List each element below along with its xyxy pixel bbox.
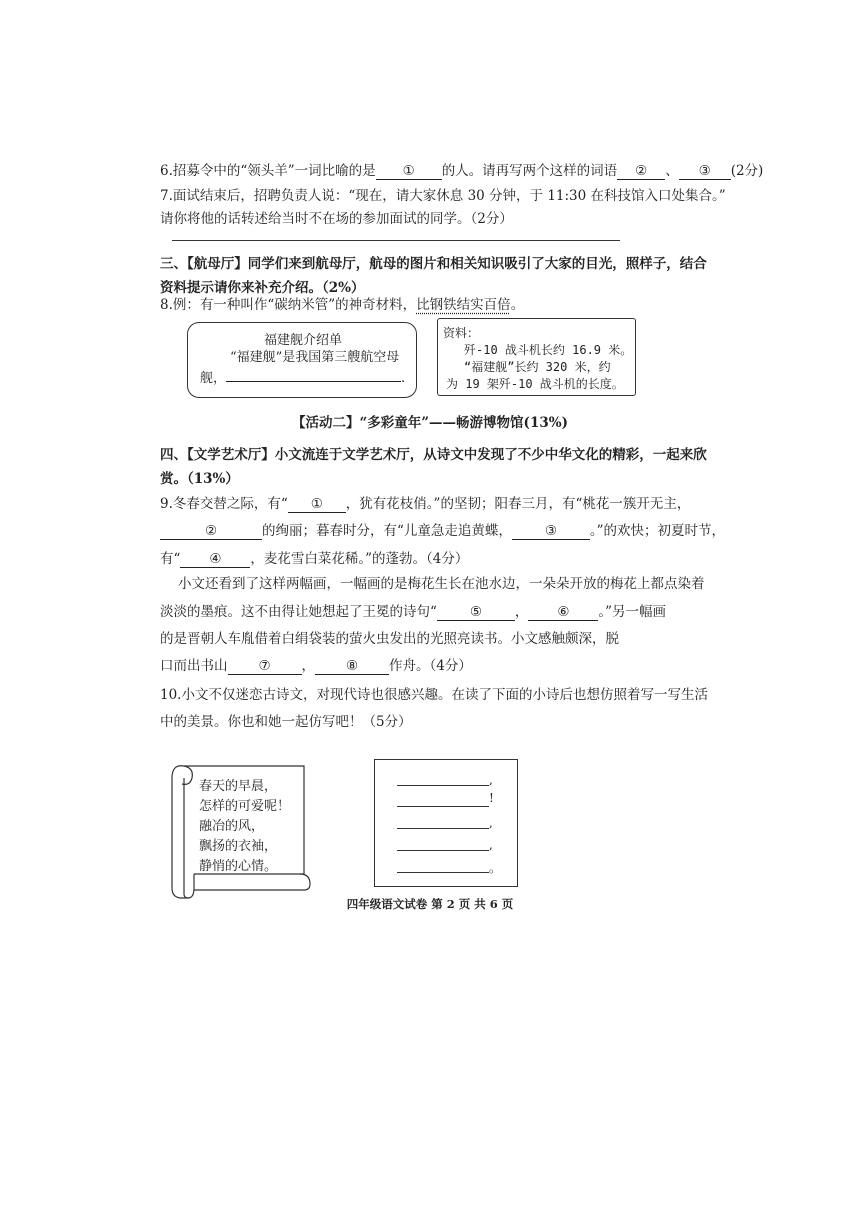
answer-line-7[interactable]: [172, 240, 620, 241]
info-line3: 为 19 架歼-10 战斗机的长度。: [446, 377, 624, 391]
poem-line-3: 融冶的风，: [199, 819, 265, 834]
question-6: 6.招募令中的“领头羊”一词比喻的是 ① 的人。请再写两个这样的词语 ② 、 ③ (2分): [160, 163, 764, 179]
blank-9-7[interactable]: ⑦: [228, 659, 302, 675]
question-10-line1: 10.小文不仅迷恋古诗文，对现代诗也很感兴趣。在读了下面的小诗后也想仿照着写一写生活: [160, 687, 708, 703]
poem-line-4: 飘扬的衣袖，: [199, 839, 278, 854]
answer-line-5[interactable]: [397, 858, 489, 873]
page-footer: 四年级语文试卷 第 2 页 共 6 页: [346, 897, 514, 911]
blank-9-8[interactable]: ⑧: [315, 659, 389, 675]
fujian-box-line1: “福建舰”是我国第三艘航空母: [230, 350, 400, 365]
info-line2: “福建舰”长约 320 米，约: [464, 360, 611, 374]
activity-2-title: 【活动二】“多彩童年”——畅游博物馆(13%): [292, 415, 568, 431]
dotted-example: 比钢铁结实百倍: [416, 297, 511, 313]
answer-mark-3: ,: [489, 816, 493, 830]
poem-line-2: 怎样的可爱呢！: [199, 799, 291, 814]
blank-9-4[interactable]: ④: [180, 552, 250, 568]
section-3-line2: 资料提示请你来补充介绍。（2%）: [160, 280, 365, 296]
section-4-line2: 赏。（13%）: [160, 471, 239, 487]
section-4-line1: 四、【文学艺术厅】小文流连于文学艺术厅，从诗文中发现了不少中华文化的精彩，一起来欣: [160, 447, 707, 463]
answer-line-2[interactable]: [397, 792, 489, 807]
answer-line-4[interactable]: [397, 836, 489, 851]
info-label: 资料：: [443, 326, 480, 340]
answer-mark-4: ,: [489, 838, 493, 852]
answer-line-1[interactable]: [397, 771, 489, 786]
blank-6-2[interactable]: ②: [617, 164, 665, 180]
blank-6-1[interactable]: ①: [376, 164, 442, 180]
question-7-line1: 7.面试结束后，招聘负责人说：“现在，请大家休息 30 分钟，于 11:30 在科技馆入口处集合。”: [160, 188, 726, 204]
answer-mark-2: !: [489, 791, 494, 805]
question-9-line1: 9.冬春交替之际，有“ ① ，犹有花枝俏。”的坚韧；阳春三月，有“桃花一簇开无主，: [160, 496, 691, 512]
fujian-box-line2: 舰， .: [200, 366, 405, 388]
blank-9-5[interactable]: ⑤: [437, 605, 515, 621]
fujian-box-title: 福建舰介绍单: [264, 333, 343, 348]
question-9-para2-line4: 口而出书山 ⑦ ， ⑧ 作舟。（4分）: [160, 658, 472, 674]
section-3-line1: 三、【航母厅】同学们来到航母厅，航母的图片和相关知识吸引了大家的目光，照样子，结合: [160, 256, 707, 272]
question-8: 8.例：有一种叫作“碳纳米管”的神奇材料，比钢铁结实百倍。: [160, 297, 525, 313]
info-line1: 歼-10 战斗机长约 16.9 米。: [464, 343, 633, 357]
blank-9-1[interactable]: ①: [288, 497, 346, 513]
question-7-line2: 请你将他的话转述给当时不在场的参加面试的同学。（2分）: [160, 211, 513, 227]
question-9-para2-line1: 小文还看到了这样两幅画，一幅画的是梅花生长在池水边，一朵朵开放的梅花上都点染着: [178, 576, 705, 592]
answer-line-3[interactable]: [397, 814, 489, 829]
question-9-para2-line2: 淡淡的墨痕。这不由得让她想起了王冕的诗句“ ⑤ ， ⑥ 。”另一幅画: [160, 604, 667, 620]
blank-6-3[interactable]: ③: [679, 164, 731, 180]
blank-9-2[interactable]: ②: [160, 524, 262, 540]
poem-line-5: 静悄的心情。: [199, 859, 278, 874]
blank-9-6[interactable]: ⑥: [528, 605, 598, 621]
blank-9-3[interactable]: ③: [512, 524, 590, 540]
poem-line-1: 春天的早晨，: [199, 779, 278, 794]
answer-mark-5: 。: [489, 861, 502, 875]
blank-8[interactable]: [226, 366, 401, 382]
answer-mark-1: ,: [489, 773, 493, 787]
question-10-line2: 中的美景。你也和她一起仿写吧！（5分）: [160, 714, 412, 730]
question-9-para2-line3: 的是晋朝人车胤借着白绢袋装的萤火虫发出的光照亮读书。小文感触颇深，脱: [160, 631, 619, 647]
question-9-line2: ② 的绚丽；暮春时分，有“儿童急走追黄蝶， ③ 。”的欢快；初夏时节，: [160, 522, 725, 540]
question-9-line3: 有“ ④ ，麦花雪白菜花稀。”的蓬勃。（4分）: [160, 551, 469, 567]
